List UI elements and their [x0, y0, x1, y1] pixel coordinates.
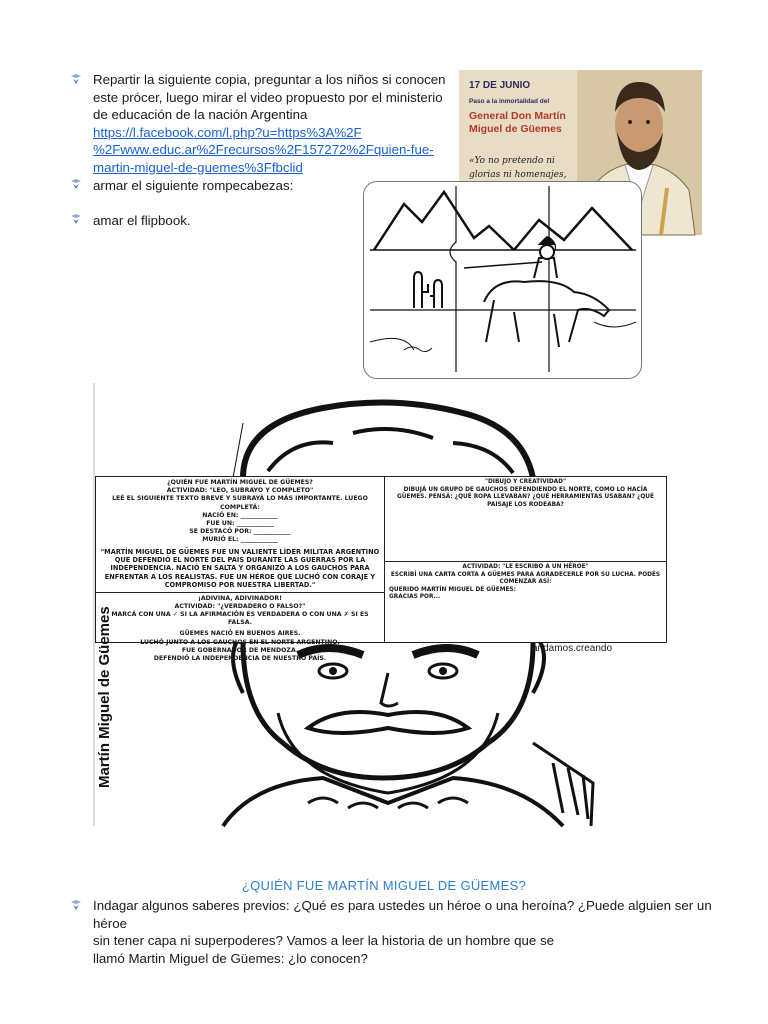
quiz-statement: DEFENDIÓ LA INDEPENDENCIA DE NUESTRO PAÍS. — [153, 655, 327, 663]
closing-paragraph — [93, 897, 743, 967]
vertical-name-label: Martín Miguel de Güemes — [96, 606, 113, 788]
quiz-statement: FUE GOBERNADOR DE MENDOZA. — [181, 646, 299, 654]
worksheet-field: SE DESTACÓ POR: ____________ — [189, 528, 291, 536]
worksheet-instruction: LEÉ EL SIGUIENTE TEXTO BREVE Y SUBRAYÁ LO MÁS IMPORTANTE. LUEGO COMPLETÁ: — [112, 495, 368, 511]
intro-paragraph — [93, 71, 453, 176]
letter-start: QUERIDO MARTÍN MIGUEL DE GÜEMES: — [389, 586, 516, 593]
quiz-instruction: MARCÁ CON UNA ✓ SI LA AFIRMACIÓN ES VERDADERA O CON UNA ✗ SI ES FALSA. — [111, 611, 369, 627]
bullet-icon — [70, 73, 82, 85]
credit-label: andamos.creando — [532, 643, 613, 654]
worksheet-field: MURIÓ EL: ____________ — [202, 536, 278, 544]
drawing-title: "DIBUJO Y CREATIVIDAD" — [484, 479, 567, 485]
intro-line: Repartir la siguiente copia, preguntar a los niños si conocen — [93, 72, 446, 87]
poster-name: General Don Martín Miguel de Güemes — [469, 110, 566, 135]
intro-line: este prócer, luego mirar el video propuesto por el ministerio — [93, 89, 443, 105]
poster-quote: «Yo no pretendo ni glorias ni homenajes, — [469, 156, 567, 180]
quiz-title: ¡ADIVINA, ADIVINADOR! — [198, 594, 282, 602]
letter-line: GRACIAS POR... — [389, 594, 441, 601]
puzzle-instruction: armar el siguiente rompecabezas: — [93, 178, 294, 193]
worksheet-title: ¿QUIÉN FUE MARTÍN MIGUEL DE GÜEMES? — [167, 479, 313, 486]
worksheet-story: "MARTÍN MIGUEL DE GÜEMES FUE UN VALIENTE LÍDER MILITAR ARGENTINO QUE DEFENDIÓ EL NORTE DEL PAÍS DURANTE LAS GUERRAS POR LA INDEPENDENCIA. NACIÓ EN SALTA Y ORGANIZÓ A LOS GAUCHOS PARA ENFRENTAR A LOS REALISTAS. FUE UN HÉROE QUE LUCHÓ CON CORAJE Y COMPROMISO POR NUESTRA LIBERTAD." — [100, 547, 380, 590]
poster-subtitle: Paso a la inmortalidad del — [469, 98, 550, 105]
drawing-text: DIBUJÁ UN GRUPO DE GAUCHOS DEFENDIENDO EL NORTE, COMO LO HACÍA GÜEMES. PENSÁ: ¿QUÉ ROPA LLEVABAN? ¿QUÉ HERRAMIENTAS USABAN? ¿QUÉ PAISAJE LOS RODEABA? — [397, 486, 654, 508]
closing-line: Indagar algunos saberes previos: ¿Qué es para ustedes un héroe o una heroína? ¿Puede alguien ser un héroe — [93, 898, 712, 931]
quiz-activity: ACTIVIDAD: "¿VERDADERO O FALSO?" — [174, 602, 306, 610]
quiz-statement: LUCHÓ JUNTO A LOS GAUCHOS EN EL NORTE ARGENTINO. — [140, 638, 340, 646]
flipbook-instruction: amar el flipbook. — [93, 213, 191, 228]
section-heading: ¿QUIÉN FUE MARTÍN MIGUEL DE GÜEMES? — [241, 878, 527, 893]
worksheet-field: NACIÓ EN: ____________ — [202, 511, 278, 519]
letter-text: ESCRIBÍ UNA CARTA CORTA A GÜEMES PARA AGRADECERLE POR SU LUCHA. PODÉS COMENZAR ASÍ: — [390, 571, 661, 586]
bullet-icon — [70, 899, 82, 911]
poster-date: 17 DE JUNIO — [469, 80, 531, 91]
intro-line: de educación de la nación Argentina — [93, 107, 308, 122]
bullet-icon — [70, 213, 82, 225]
worksheet-right-box — [385, 476, 667, 643]
closing-line: llamó Martin Miguel de Güemes: ¿lo conocen? — [93, 950, 368, 966]
worksheet-field: FUE UN: ____________ — [206, 520, 274, 528]
worksheet-activity: ACTIVIDAD: "LEO, SUBRAYO Y COMPLETO" — [166, 487, 314, 495]
closing-line: sin tener capa ni superpoderes? Vamos a leer la historia de un hombre que se — [93, 933, 554, 948]
quiz-statement: GÜEMES NACIÓ EN BUENOS AIRES. — [179, 630, 301, 638]
puzzle-image — [363, 181, 642, 379]
puzzle-drawing — [364, 182, 641, 378]
bullet-icon — [70, 178, 82, 190]
video-link[interactable]: https://l.facebook.com/l.php?u=https%3A%2F — [93, 124, 362, 140]
video-link[interactable]: %2Fwww.educ.ar%2Frecursos%2F157272%2Fquien-fue- — [93, 142, 434, 157]
letter-title: ACTIVIDAD: "LE ESCRIBO A UN HÉROE" — [462, 564, 589, 570]
video-link[interactable]: martin-miguel-de-guemes%3Ffbclid — [93, 159, 303, 175]
worksheet-left-box — [95, 476, 385, 663]
